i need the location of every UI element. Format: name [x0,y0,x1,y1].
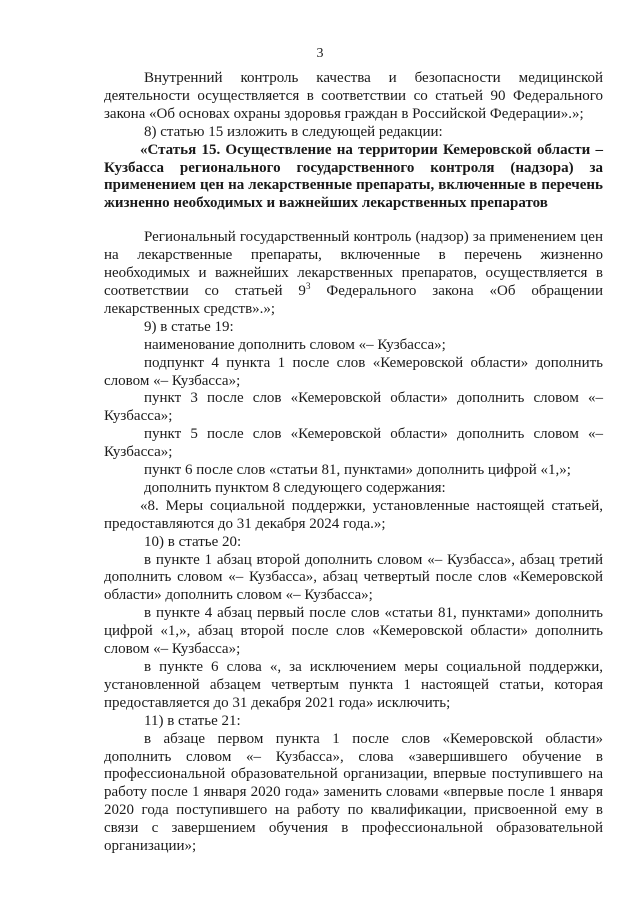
regional-control-text-end: Федерального закона «Об обращении лекарственных средств».»; [104,282,603,317]
paragraph-internal-control: Внутренний контроль качества и безопасности медицинской деятельности осуществляется в соответствии со статьей 90 Федерального закона «Об основах охраны здоровья граждан в Российской Федерации».»; [104,70,603,122]
regional-control-text: Региональный государственный контроль (надзор) за применением цен на лекарственные препараты, включенные в перечень жизненно необходимых и важнейших лекарственных препаратов, осуществляется в соответствии со статьей 9 [104,229,603,299]
paragraph-item-10-p6: в пункте 6 слова «, за исключением меры социальной поддержки, установленной абзацем четвертым пункта 1 настоящей статьи, которая предоставляется до 31 декабря 2021 года» исключить; [104,659,603,711]
page-number: 3 [316,46,324,61]
paragraph-item-10: 10) в статье 20: [144,533,242,550]
paragraph-item-9-title: наименование дополнить словом «– Кузбасса»; [144,336,446,353]
paragraph-item-9: 9) в статье 19: [144,318,234,335]
paragraph-item-9-p3: пункт 3 после слов «Кемеровской области» дополнить словом «– Кузбасса»; [104,390,603,425]
paragraph-item-9-sub4: подпункт 4 пункта 1 после слов «Кемеровской области» дополнить словом «– Кузбасса»; [104,354,603,389]
paragraph-item-10-p1: в пункте 1 абзац второй дополнить словом «– Кузбасса», абзац третий дополнить словом «– Кузбасса», абзац четвертый после слов «Кемеровской области» дополнить словом «– Кузбасса»; [104,551,603,604]
paragraph-item-11: 11) в статье 21: [144,712,241,729]
paragraph-item-9-add8: дополнить пунктом 8 следующего содержания: [144,479,446,496]
paragraph-item-8: 8) статью 15 изложить в следующей редакции: [144,123,443,140]
article-superscript: 3 [305,280,311,291]
article-15-heading: «Статья 15. Осуществление на территории Кемеровской области – Кузбасса регионального государственного контроля (надзора) за применением цен на лекарственные препараты, включенные в перечень жизненно необходимых и важнейших лекарственных препаратов [104,141,603,212]
paragraph-item-9-p5: пункт 5 после слов «Кемеровской области» дополнить словом «– Кузбасса»; [104,426,603,461]
paragraph-item-11-p1: в абзаце первом пункта 1 после слов «Кемеровской области» дополнить словом «– Кузбасса», слова «завершившего обучение в профессиональной образовательной организации, впервые поступившего на работу после 1 января 2020 года» заменить словами «впервые после 1 января 2020 года поступившего на работу по квалификации, присвоенной ему в связи с завершением обучения в профессиональной образовательной организации»; [104,730,603,855]
paragraph-item-9-p8-text: «8. Меры социальной поддержки, установленные настоящей статьей, предоставляются до 31 декабря 2024 года.»; [104,497,603,532]
paragraph-item-9-p6: пункт 6 после слов «статьи 81, пунктами» дополнить цифрой «1,»; [144,462,571,479]
paragraph-regional-control [104,229,603,319]
document-body [104,70,603,856]
paragraph-item-10-p4: в пункте 4 абзац первый после слов «статьи 81, пунктами» дополнить цифрой «1,», абзац второй после слов «Кемеровской области» дополнить словом «– Кузбасса»; [104,605,603,658]
